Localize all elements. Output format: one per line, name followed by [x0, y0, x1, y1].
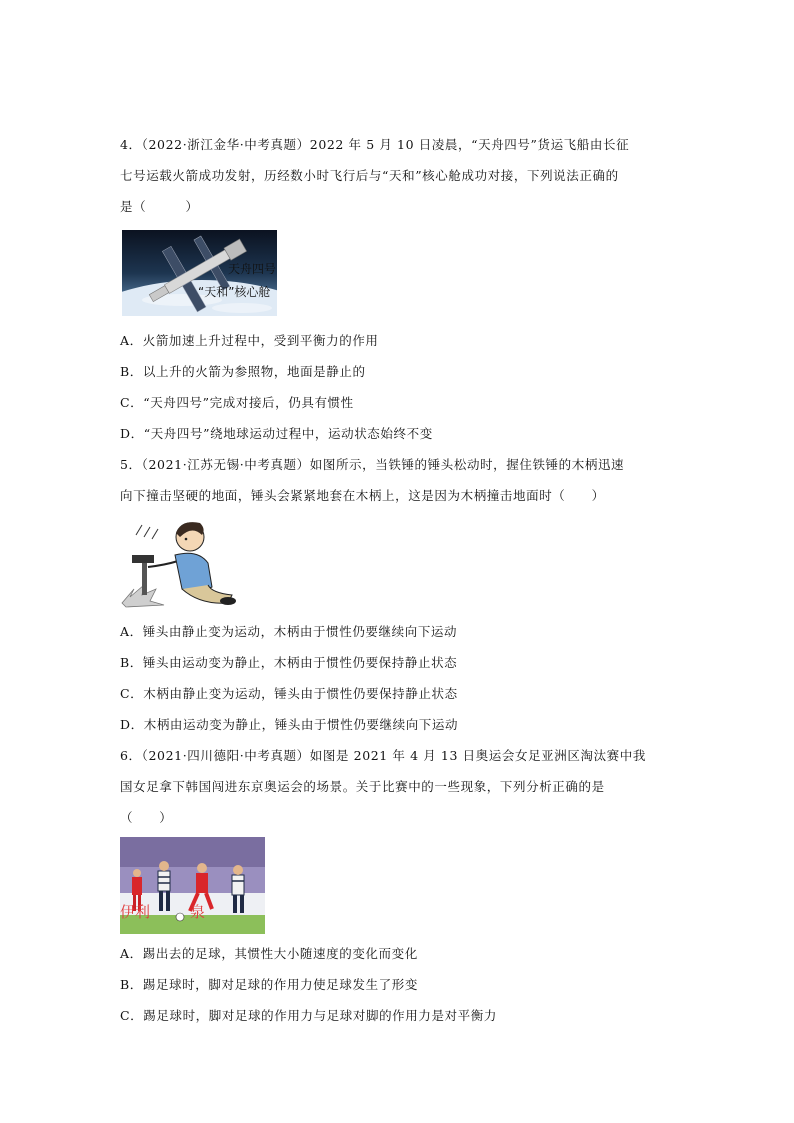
q4-option-c: C．“天舟四号”完成对接后，仍具有惯性 [120, 395, 354, 410]
q4-stem-line-3: 是（ ） [120, 199, 199, 214]
q6-stem-line-3: （ ） [120, 810, 173, 825]
q4-stem-line-2: 七号运载火箭成功发射，历经数小时飞行后与“天和”核心舱成功对接，下列说法正确的 [120, 168, 619, 183]
q4-stem-line-1: 4．（2022·浙江金华·中考真题）2022 年 5 月 10 日凌晨，“天舟四号”货运飞船由长征 [120, 137, 630, 152]
q6-stem-line-2: 国女足拿下韩国闯进东京奥运会的场景。关于比赛中的一些现象，下列分析正确的是 [120, 779, 605, 794]
q6-option-c: C．踢足球时，脚对足球的作用力与足球对脚的作用力是对平衡力 [120, 1008, 497, 1023]
q4-option-d: D．“天舟四号”绕地球运动过程中，运动状态始终不变 [120, 426, 433, 441]
q5-hammer-figure [120, 515, 240, 610]
q6-stem-line-1: 6．（2021·四川德阳·中考真题）如图是 2021 年 4 月 13 日奥运会女足亚洲区淘汰赛中我 [120, 748, 646, 763]
q5-stem-line-1: 5．（2021·江苏无锡·中考真题）如图所示，当铁锤的锤头松动时，握住铁锤的木柄迅速 [120, 457, 625, 472]
ad-board-text-1: 伊利 [120, 903, 151, 921]
hammer-illustration [120, 515, 240, 610]
q6-option-b: B．踢足球时，脚对足球的作用力使足球发生了形变 [120, 977, 418, 992]
figure-label-tianzhou4: 天舟四号 [228, 262, 277, 276]
q6-football-figure [120, 837, 265, 934]
q4-option-b: B．以上升的火箭为参照物，地面是静止的 [120, 364, 366, 379]
ad-board-text-2: 泉 [190, 903, 206, 921]
q4-option-a: A．火箭加速上升过程中，受到平衡力的作用 [120, 333, 379, 348]
q5-stem-line-2: 向下撞击坚硬的地面，锤头会紧紧地套在木柄上，这是因为木柄撞击地面时（ ） [120, 488, 605, 503]
q6-option-a: A．踢出去的足球，其惯性大小随速度的变化而变化 [120, 946, 418, 961]
q5-option-a: A．锤头由静止变为运动，木柄由于惯性仍要继续向下运动 [120, 624, 458, 639]
q4-space-station-figure [122, 230, 277, 316]
figure-label-tianhe-core: “天和”核心舱 [198, 285, 271, 299]
q5-option-b: B．锤头由运动变为静止，木柄由于惯性仍要保持静止状态 [120, 655, 458, 670]
q5-option-c: C．木柄由静止变为运动，锤头由于惯性仍要保持静止状态 [120, 686, 458, 701]
q5-option-d: D．木柄由运动变为静止，锤头由于惯性仍要继续向下运动 [120, 717, 459, 732]
